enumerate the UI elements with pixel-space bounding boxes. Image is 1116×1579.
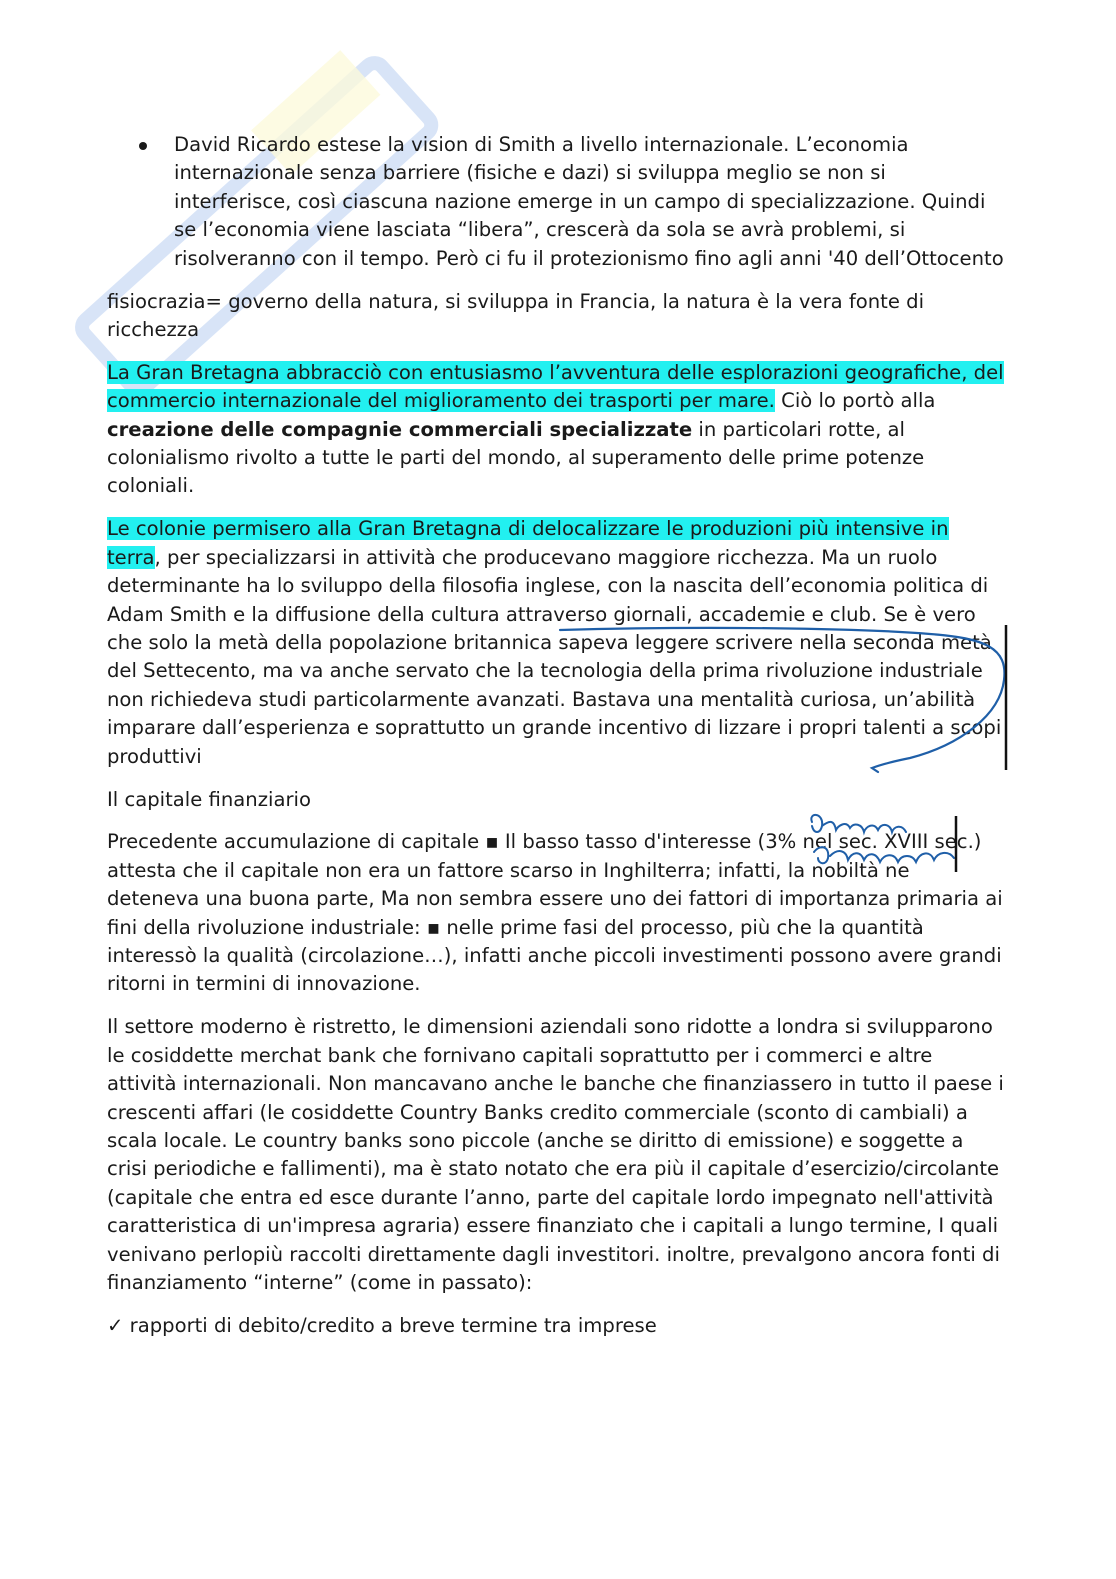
bullet-item — [107, 131, 1007, 273]
document-body — [107, 131, 1007, 1355]
paragraph-colonie — [107, 515, 1007, 771]
bullet-text: David Ricardo estese la vision di Smith a livello internazionale. L’economia internazionale senza barriere (fisiche e dazi) si sviluppa meglio se non si interferisce, così ciascuna nazione emerge in un campo di specializzazione. Quindi se l’economia viene lasciata “libera”, crescerà da sola se avrà problemi, si risolveranno con il tempo. Però ci fu il protezionismo fino agli anni '40 dell’Ottocento — [174, 133, 1004, 270]
bold-text: creazione delle compagnie commerciali specializzate — [107, 417, 693, 441]
paragraph-text: , per specializzarsi in attività che producevano maggiore ricchezza. Ma un ruolo determinante ha lo sviluppo della filosofia inglese, con la nascita dell’economia politica di Adam Smith e la diffusione della cultura attraverso giornali, accademie e club. Se è vero che solo la metà della popolazione britannica sapeva leggere scrivere nella seconda metà del Settecento, ma va anche servato che la tecnologia della prima rivoluzione industriale non richiedeva studi particolarmente avanzati. Bastava una mentalità curiosa, un’abilità imparare dall’esperienza e soprattutto un grande incentivo di lizzare i propri talenti a scopi produttivi — [107, 545, 1002, 768]
paragraph-fisiocrazia: fisiocrazia= governo della natura, si sviluppa in Francia, la natura è la vera fonte di ricchezza — [107, 289, 925, 341]
highlighted-text: Le colonie permisero alla Gran Bretagna di delocalizzare le produzioni più intensive in terra — [107, 517, 949, 569]
section-heading: Il capitale finanziario — [107, 787, 311, 811]
paragraph-settore-moderno: Il settore moderno è ristretto, le dimensioni aziendali sono ridotte a londra si svilupparono le cosiddette merchat bank che fornivano capitali soprattutto per i commerci e altre attività internazionali. Non mancavano anche le banche che finanziassero in tutto il paese i crescenti affari (le cosiddette Country Banks credito commerciale (sconto di cambiali) a scala locale. Le country banks sono piccole (anche se diritto di emissione) e soggette a crisi periodiche e fallimenti), ma è stato notato che era più il capitale d’esercizio/circolante (capitale che entra ed esce durante l’anno, parte del capitale lordo impegnato nell'attività caratteristica di un'impresa agraria) essere finanziato che i capitali a lungo termine, I quali venivano perlopiù raccolti direttamente dagli investitori. inoltre, prevalgono ancora fonti di finanziamento “interne” (come in passato): — [107, 1015, 1004, 1295]
bullet-dot-icon — [139, 142, 147, 150]
paragraph-capitale: Precedente accumulazione di capitale ▪ Il basso tasso d'interesse (3% nel sec. XVIII sec.) attesta che il capitale non era un fattore scarso in Inghilterra; infatti, la nobiltà ne deteneva una buona parte, Ma non sembra essere uno dei fattori di importanza primaria ai fini della rivoluzione industriale: ▪ nelle prime fasi del processo, più che la quantità interessò la qualità (circolazione…), infatti anche piccoli investimenti possono avere grandi ritorni in termini di innovazione. — [107, 830, 1003, 996]
highlighted-text: La Gran Bretagna abbracciò con entusiasmo l’avventura delle esplorazioni geografiche, del commercio internazionale del miglioramento dei trasporti per mare. — [107, 360, 1004, 413]
paragraph-text: in particolari rotte, al colonialismo rivolto a tutte le parti del mondo, al superamento delle prime potenze coloniali. — [107, 417, 925, 498]
checklist-item: ✓ rapporti di debito/credito a breve termine tra imprese — [107, 1313, 657, 1337]
paragraph-text: Ciò lo portò alla — [774, 389, 936, 413]
paragraph-gran-bretagna — [107, 359, 1007, 501]
